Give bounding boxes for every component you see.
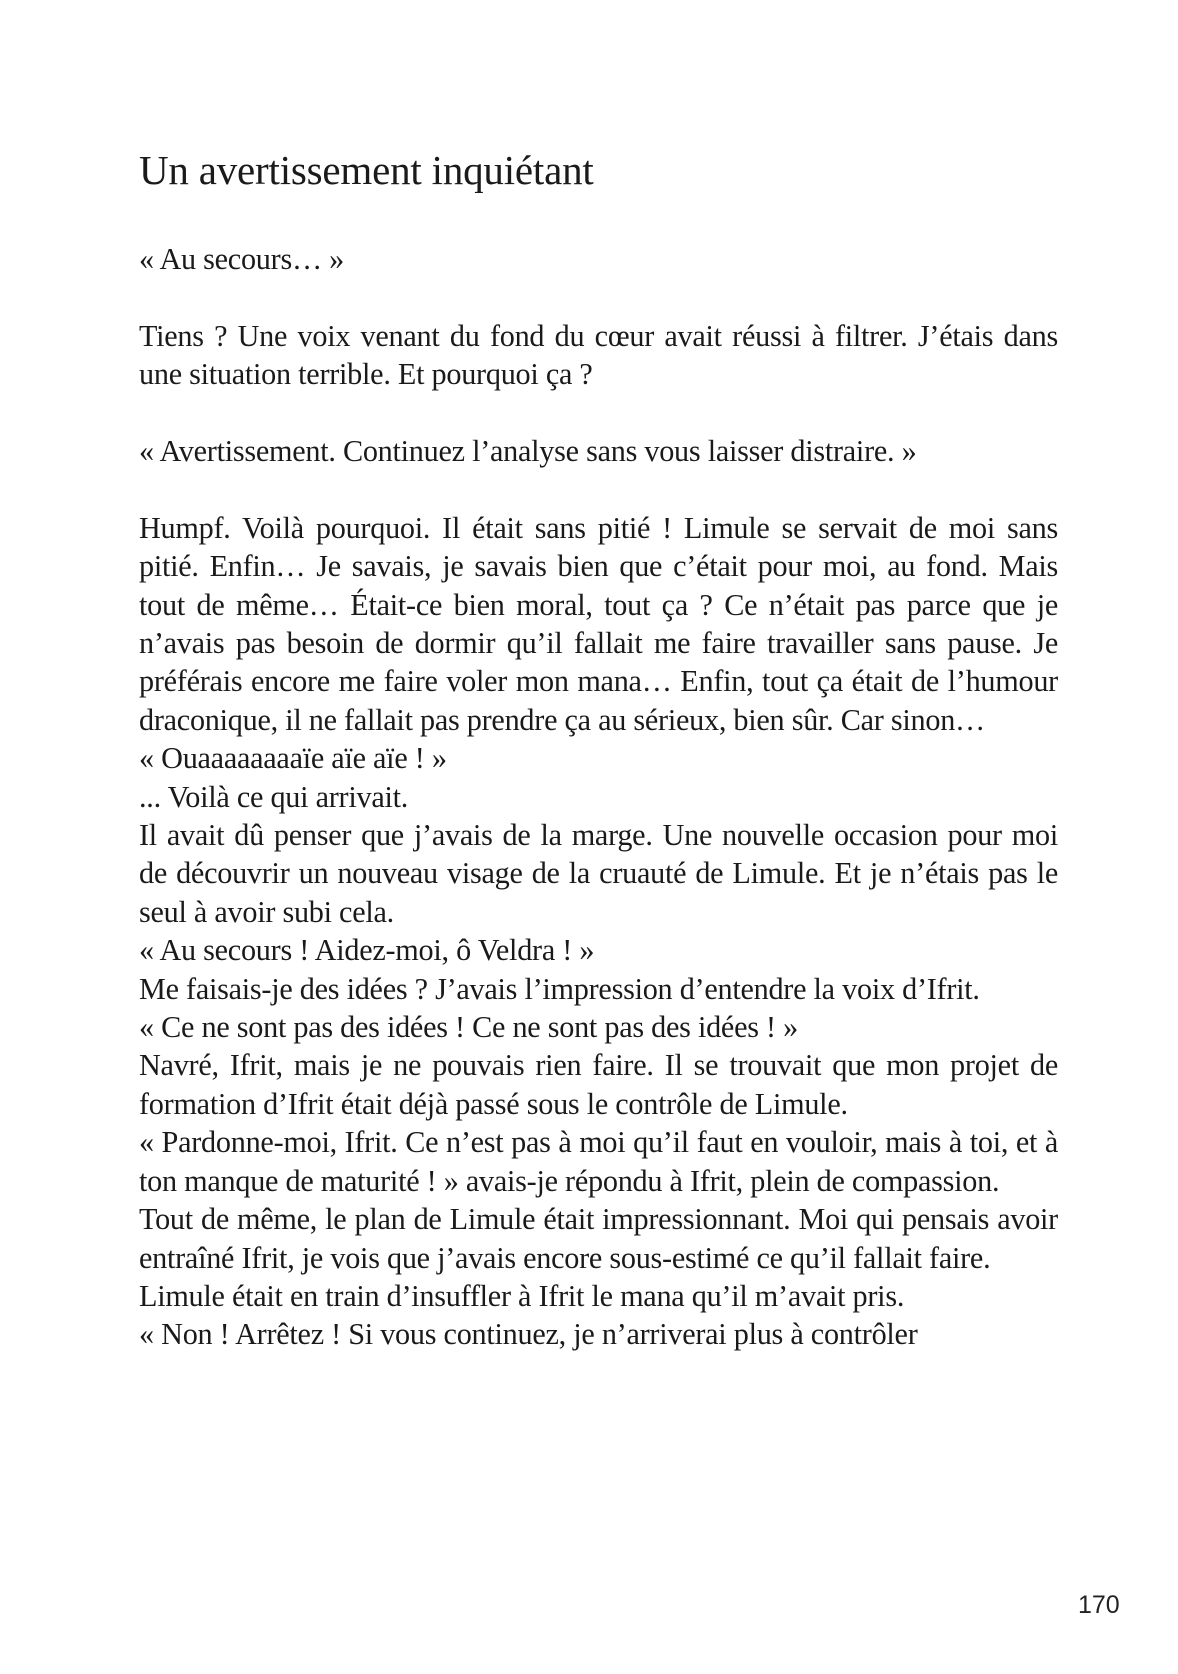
page-number: 170	[1078, 1591, 1120, 1619]
paragraph-13: Tout de même, le plan de Limule était impressionnant. Moi qui pensais avoir entraîné Ifrit, je vois que j’avais encore sous-estimé ce qu’il fallait faire.	[139, 1202, 1058, 1275]
paragraph-gap	[139, 394, 1058, 432]
paragraph-4: Humpf. Voilà pourquoi. Il était sans pitié ! Limule se servait de moi sans pitié. Enfin… Je savais, je savais bien que c’était pour moi, au fond. Mais tout de même… Était-ce bien moral, tout ça ? Ce n’était pas parce que je n’avais pas besoin de dormir qu’il fallait me faire travailler sans pause. Je préférais encore me faire voler mon mana… Enfin, tout ça était de l’humour draconique, il ne fallait pas prendre ça au sérieux, bien sûr. Car sinon…	[139, 510, 1058, 737]
paragraph-gap	[139, 470, 1058, 508]
paragraph-7: Il avait dû penser que j’avais de la marge. Une nouvelle occasion pour moi de découvrir un nouveau visage de la cruauté de Limule. Et je n’étais pas le seul à avoir subi cela.	[139, 818, 1058, 929]
paragraph-15: « Non ! Arrêtez ! Si vous continuez, je n’arriverai plus à contrôler	[139, 1317, 918, 1352]
paragraph-10: « Ce ne sont pas des idées ! Ce ne sont pas des idées ! »	[139, 1010, 798, 1045]
page-content	[139, 140, 1058, 1354]
paragraph-gap	[139, 278, 1058, 316]
paragraph-8: « Au secours ! Aidez-moi, ô Veldra ! »	[139, 933, 595, 968]
paragraph-2: Tiens ? Une voix venant du fond du cœur avait réussi à filtrer. J’étais dans une situation terrible. Et pourquoi ça ?	[139, 318, 1058, 392]
paragraph-12: « Pardonne-moi, Ifrit. Ce n’est pas à moi qu’il faut en vouloir, mais à toi, et à ton manque de maturité ! » avais-je répondu à Ifrit, plein de compassion.	[139, 1125, 1058, 1198]
paragraph-5: « Ouaaaaaaaaïe aïe aïe ! »	[139, 741, 447, 776]
paragraph-11: Navré, Ifrit, mais je ne pouvais rien faire. Il se trouvait que mon projet de formation d’Ifrit était déjà passé sous le contrôle de Limule.	[139, 1048, 1058, 1121]
chapter-title: Un avertissement inquiétant	[139, 147, 594, 193]
paragraph-14: Limule était en train d’insuffler à Ifrit le mana qu’il m’avait pris.	[139, 1278, 905, 1313]
paragraph-6: ... Voilà ce qui arrivait.	[139, 779, 409, 814]
paragraph-9: Me faisais-je des idées ? J’avais l’impression d’entendre la voix d’Ifrit.	[139, 971, 980, 1006]
paragraph-1: « Au secours… »	[139, 242, 345, 276]
paragraph-3: « Avertissement. Continuez l’analyse sans vous laisser distraire. »	[139, 434, 917, 468]
